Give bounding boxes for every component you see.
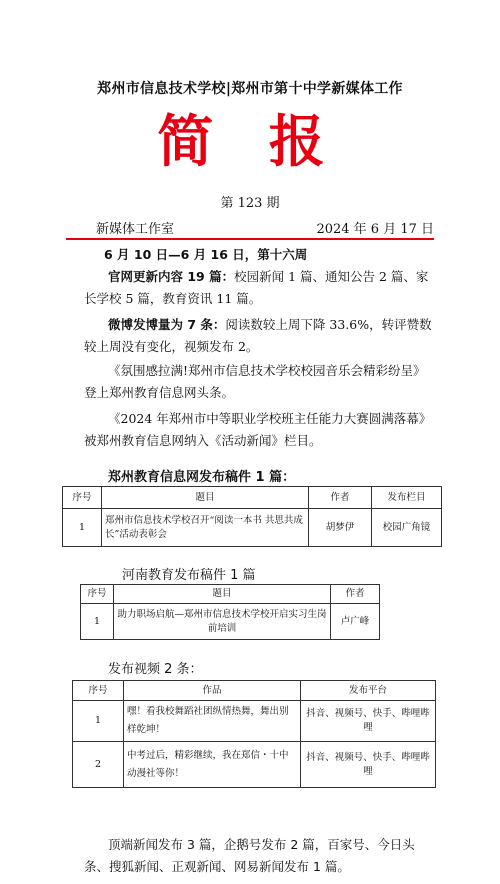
zz-header-no: 序号 xyxy=(63,487,102,509)
office-name: 新媒体工作室 xyxy=(96,222,175,237)
news-item-2: 《2024 年郑州市中等职业学校班主任能力大赛圆满落幕》被郑州教育信息网纳入《活动新闻》栏目。 xyxy=(84,411,432,448)
table-row xyxy=(73,742,436,788)
hn-header-author: 作者 xyxy=(331,585,380,604)
hn-row-title: 助力职场启航—郑州市信息技术学校开启实习生岗前培训 xyxy=(114,604,331,640)
hn-row-no: 1 xyxy=(81,604,114,640)
video-row-2-platform: 抖音、视频号、快手、哔哩哔哩 xyxy=(301,742,436,788)
hn-section-title: 河南教育发布稿件 1 篇 xyxy=(122,568,256,583)
video-header-work: 作品 xyxy=(124,681,301,701)
bulletin-title: 简 报 xyxy=(157,109,343,175)
hn-header-no: 序号 xyxy=(81,585,114,604)
zz-header-author: 作者 xyxy=(309,487,372,509)
red-divider xyxy=(66,238,434,240)
site-update-text: 校园新闻 1 篇、通知公告 2 篇、家长学校 5 篇，教育资讯 11 篇。 xyxy=(84,269,429,306)
site-update-label: 官网更新内容 19 篇： xyxy=(108,269,235,284)
weibo-text: 阅读数较上周下降 33.6%，转评赞数较上周没有变化，视频发布 2。 xyxy=(84,317,432,354)
table-row xyxy=(81,604,380,640)
zz-row-author: 胡梦伊 xyxy=(309,509,372,547)
org-header-line: 郑州市信息技术学校|郑州市第十中学新媒体工作 xyxy=(97,81,403,97)
site-update-paragraph xyxy=(84,266,436,310)
table-row xyxy=(73,701,436,742)
zz-header-title: 题目 xyxy=(102,487,309,509)
footer-summary: 顶端新闻发布 3 篇，企鹅号发布 2 篇，百家号、今日头条、搜狐新闻、正观新闻、网易新闻发布 1 篇。 xyxy=(84,837,415,874)
zz-row-no: 1 xyxy=(63,509,102,547)
zz-header-column: 发布栏目 xyxy=(372,487,442,509)
week-period: 6 月 10 日—6 月 16 日，第十六周 xyxy=(104,247,308,262)
video-table xyxy=(72,680,436,788)
zz-row-column: 校园广角镜 xyxy=(372,509,442,547)
hn-row-author: 卢广峰 xyxy=(331,604,380,640)
publish-date: 2024 年 6 月 17 日 xyxy=(316,222,434,237)
zz-table xyxy=(62,486,442,547)
video-header-no: 序号 xyxy=(73,681,124,701)
video-row-1-no: 1 xyxy=(73,701,124,742)
weibo-paragraph xyxy=(84,314,436,358)
issue-number: 第 123 期 xyxy=(220,196,280,211)
weibo-label: 微博发博量为 7 条： xyxy=(108,317,226,332)
zz-row-title: 郑州市信息技术学校召开“阅读一本书 共思共成长”活动表彰会 xyxy=(102,509,309,547)
table-row xyxy=(63,509,442,547)
video-section-title: 发布视频 2 条： xyxy=(108,662,203,677)
video-row-2-no: 2 xyxy=(73,742,124,788)
video-row-1-work: 嘿！看我校舞蹈社团纵情热舞，舞出别样乾坤！ xyxy=(124,701,301,742)
video-row-2-work: 中考过后，精彩继续，我在郑信・十中动漫社等你！ xyxy=(124,742,301,788)
zz-section-title: 郑州教育信息网发布稿件 1 篇： xyxy=(108,470,296,485)
hn-header-title: 题目 xyxy=(114,585,331,604)
hn-table xyxy=(80,584,380,640)
news-item-1: 《氛围感拉满!郑州市信息技术学校校园音乐会精彩纷呈》登上郑州教育信息网头条。 xyxy=(84,363,426,400)
video-row-1-platform: 抖音、视频号、快手、哔哩哔哩 xyxy=(301,701,436,742)
video-header-platform: 发布平台 xyxy=(301,681,436,701)
